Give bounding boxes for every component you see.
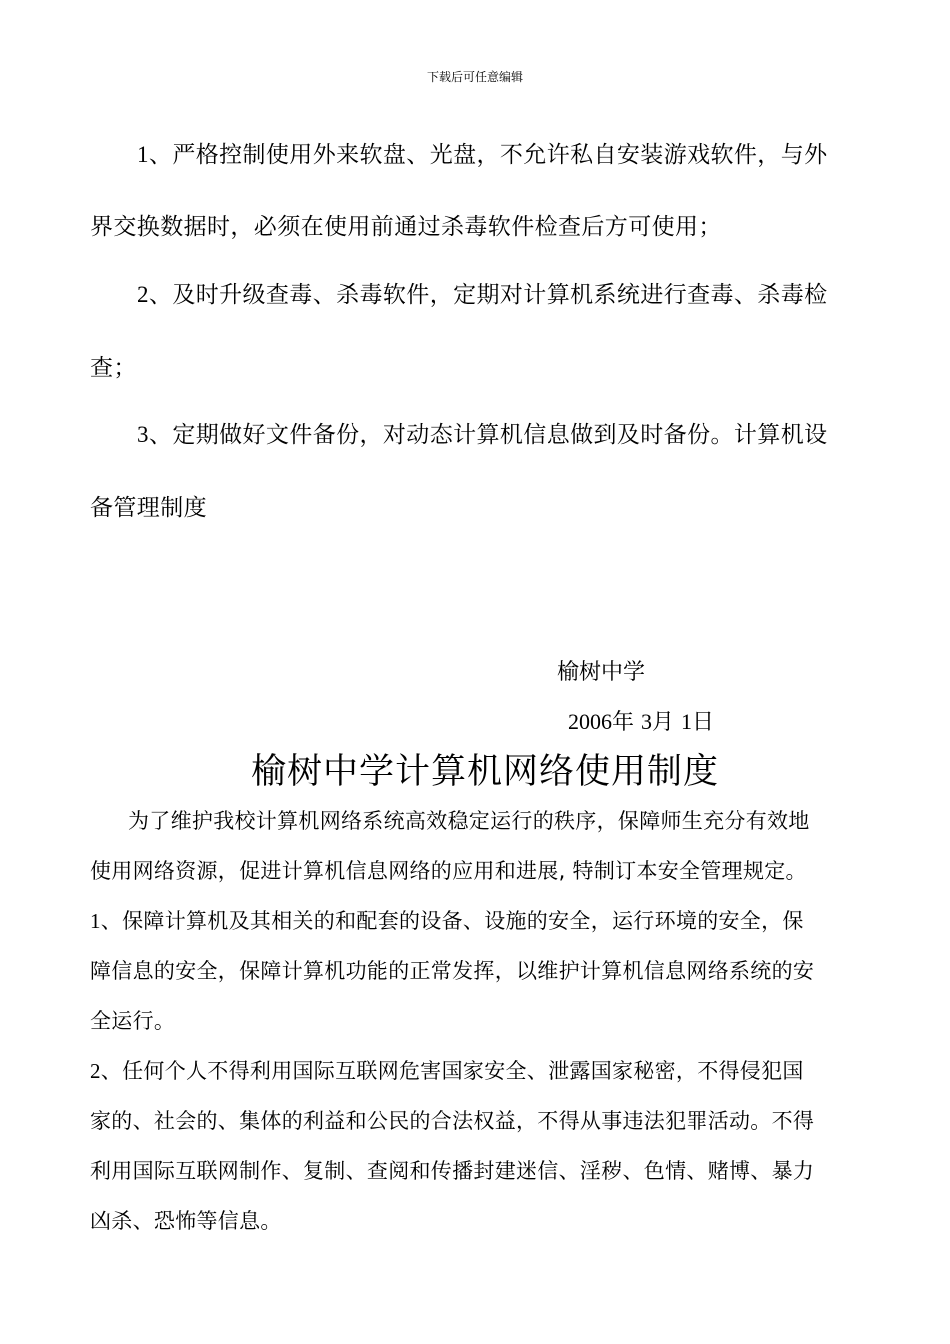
intro-line-1: 为了维护我校计算机网络系统高效稳定运行的秩序，保障师生充分有效地 — [128, 809, 810, 833]
item-3-number: 3、 — [137, 422, 173, 447]
date-month-unit: 月 — [652, 710, 675, 735]
item-1-text-line-2: 界交换数据时，必须在使用前通过杀毒软件检查后方可使用； — [90, 214, 722, 240]
item-3-text-line-2: 备管理制度 — [90, 495, 207, 521]
item-3-text-line-1: 定期做好文件备份，对动态计算机信息做到及时备份。计算机设 — [172, 422, 828, 448]
date-year: 2006 — [568, 709, 612, 734]
item-1-number: 1、 — [137, 142, 173, 167]
rule-2-text-line-2: 家的、社会的、集体的利益和公民的合法权益，不得从事违法犯罪活动。不得 — [90, 1109, 815, 1133]
item-1-line-1 — [137, 136, 865, 169]
date-day-unit: 日 — [692, 710, 715, 735]
document-title: 榆树中学计算机网络使用制度 — [250, 752, 719, 792]
signature-date — [568, 705, 714, 736]
date-month: 3 — [641, 709, 653, 734]
item-2-line-1 — [137, 276, 865, 309]
rule-2-text-line-4: 凶杀、恐怖等信息。 — [90, 1209, 282, 1233]
date-year-unit: 年 — [612, 710, 635, 735]
rule-1-number: 1、 — [90, 909, 123, 933]
header-note: 下载后可任意编辑 — [426, 70, 523, 84]
item-2-number: 2、 — [137, 282, 173, 307]
rule-1-text-line-3: 全运行。 — [90, 1009, 176, 1033]
intro-line-2: 使用网络资源，促进计算机信息网络的应用和进展, 特制订本安全管理规定。 — [90, 859, 807, 883]
date-day: 1 — [681, 709, 693, 734]
rule-2-number: 2、 — [90, 1059, 123, 1083]
rule-1-text-line-2: 障信息的安全，保障计算机功能的正常发挥，以维护计算机信息网络系统的安 — [90, 959, 815, 983]
rule-2-text-line-1: 任何个人不得利用国际互联网危害国家安全、泄露国家秘密，不得侵犯国 — [122, 1059, 804, 1083]
signature-school: 榆树中学 — [557, 660, 646, 685]
item-1-text-line-1: 严格控制使用外来软盘、光盘，不允许私自安装游戏软件，与外 — [172, 142, 828, 168]
rule-1-text-line-1: 保障计算机及其相关的和配套的设备、设施的安全，运行环境的安全，保 — [122, 909, 804, 933]
item-2-text-line-1: 及时升级查毒、杀毒软件，定期对计算机系统进行查毒、杀毒检 — [172, 282, 828, 308]
rule-1-line-1 — [90, 905, 865, 935]
rule-2-line-1 — [90, 1055, 865, 1085]
item-3-line-1 — [137, 416, 865, 449]
rule-2-text-line-3: 利用国际互联网制作、复制、查阅和传播封建迷信、淫秽、色情、赌博、暴力 — [90, 1159, 815, 1183]
item-2-text-line-2: 查； — [90, 355, 137, 381]
